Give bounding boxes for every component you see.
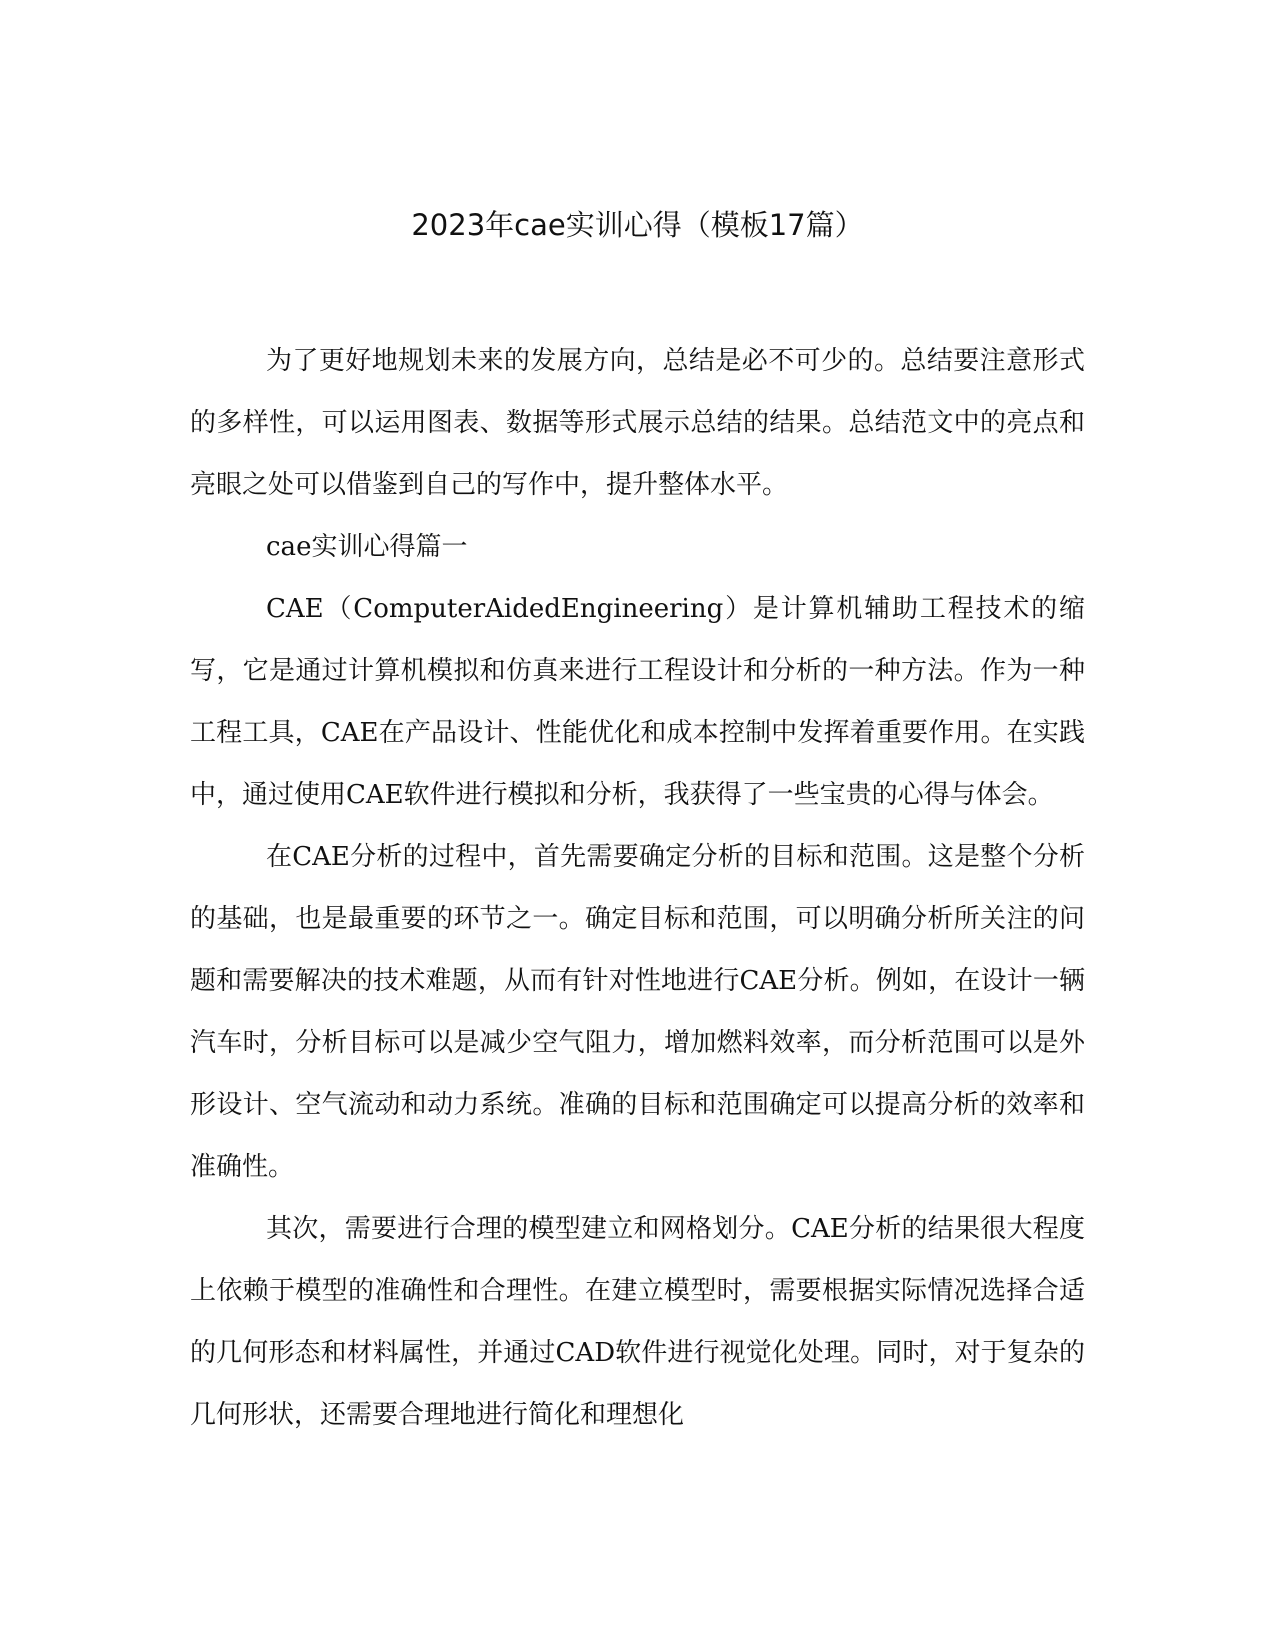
document-body bbox=[190, 330, 1085, 1446]
body-paragraph: CAE（ComputerAidedEngineering）是计算机辅助工程技术的缩写，它是通过计算机模拟和仿真来进行工程设计和分析的一种方法。作为一种工程工具，CAE在产品设计、性能优化和成本控制中发挥着重要作用。在实践中，通过使用CAE软件进行模拟和分析，我获得了一些宝贵的心得与体会。 bbox=[190, 594, 1085, 810]
section-heading: cae实训心得篇一 bbox=[266, 532, 468, 562]
intro-paragraph: 为了更好地规划未来的发展方向，总结是必不可少的。总结要注意形式的多样性，可以运用图表、数据等形式展示总结的结果。总结范文中的亮点和亮眼之处可以借鉴到自己的写作中，提升整体水平。 bbox=[190, 346, 1085, 500]
document-title: 2023年cae实训心得（模板17篇） bbox=[411, 208, 864, 242]
body-paragraph: 其次，需要进行合理的模型建立和网格划分。CAE分析的结果很大程度上依赖于模型的准确性和合理性。在建立模型时，需要根据实际情况选择合适的几何形态和材料属性，并通过CAD软件进行视觉化处理。同时，对于复杂的几何形状，还需要合理地进行简化和理想化 bbox=[190, 1214, 1085, 1430]
body-paragraph: 在CAE分析的过程中，首先需要确定分析的目标和范围。这是整个分析的基础，也是最重要的环节之一。确定目标和范围，可以明确分析所关注的问题和需要解决的技术难题，从而有针对性地进行CAE分析。例如，在设计一辆汽车时，分析目标可以是减少空气阻力，增加燃料效率，而分析范围可以是外形设计、空气流动和动力系统。准确的目标和范围确定可以提高分析的效率和准确性。 bbox=[190, 842, 1085, 1182]
